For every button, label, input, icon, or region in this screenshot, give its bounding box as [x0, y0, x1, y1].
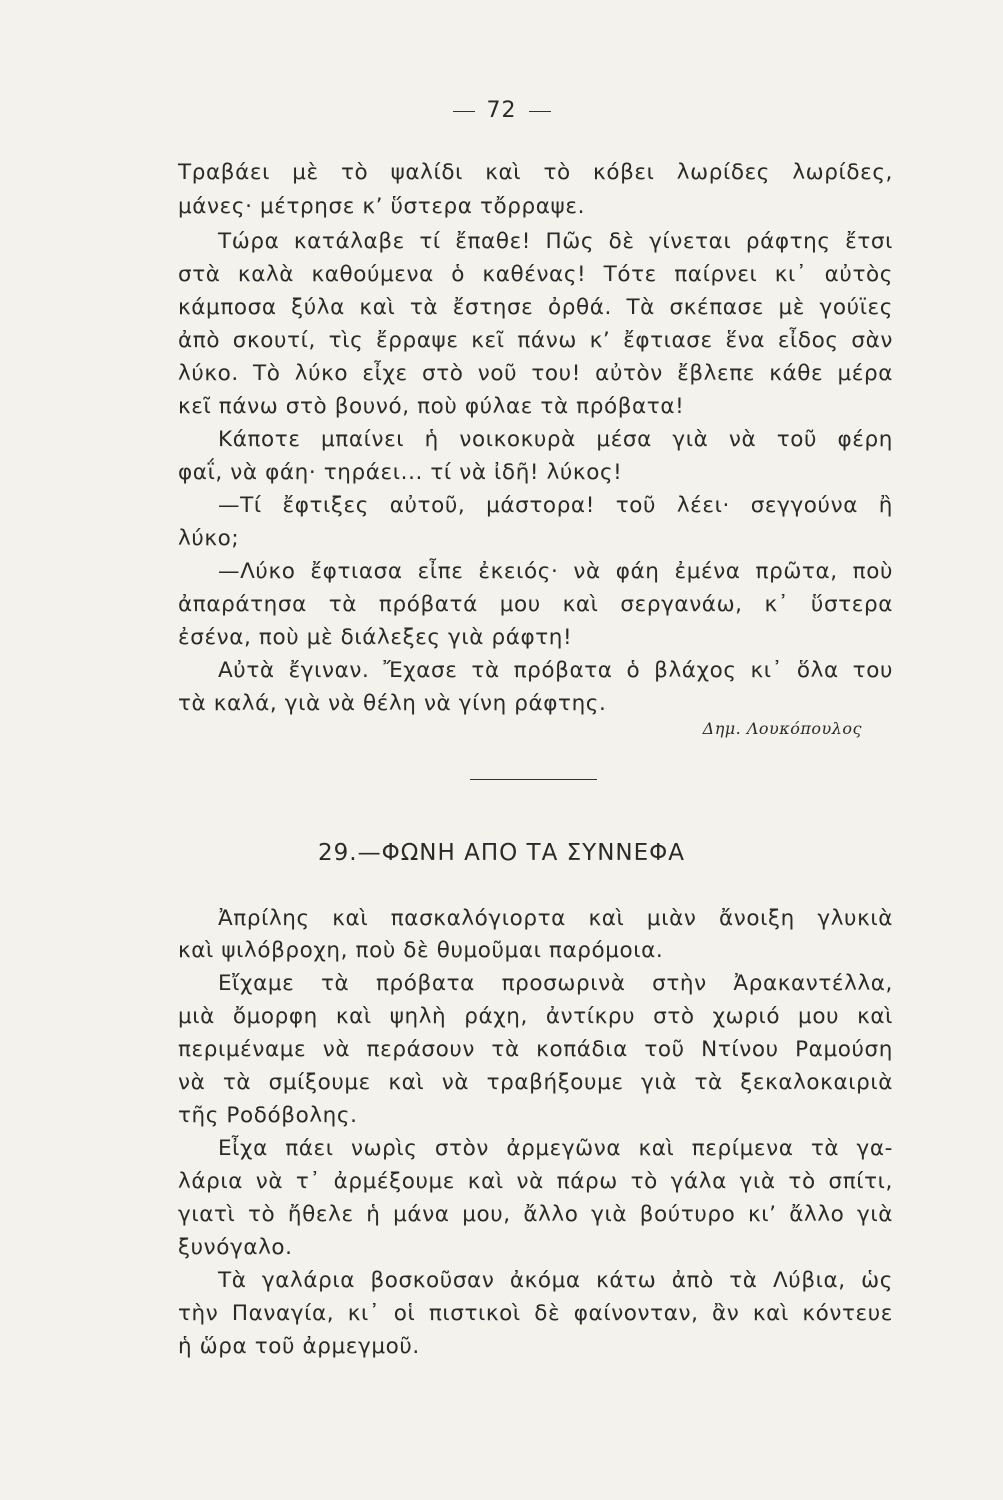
text-line: Τραβάει μὲ τὸ ψαλίδι καὶ τὸ κόβει λωρίδες λωρίδες, — [178, 160, 893, 185]
text-line: μιὰ ὄμορφη καὶ ψηλὴ ράχη, ἀντίκρυ στὸ χωριό μου καὶ — [178, 1004, 893, 1029]
text-line: Εἶχα πάει νωρὶς στὸν ἀρμεγῶνα καὶ περίμενα τὰ γα- — [218, 1136, 893, 1161]
text-line: Τώρα κατάλαβε τί ἔπαθε! Πῶς δὲ γίνεται ράφτης ἔτσι — [218, 229, 893, 254]
text-line: Αὐτὰ ἔγιναν. Ἔχασε τὰ πρόβατα ὁ βλάχος κι᾿ ὅλα του — [218, 658, 893, 683]
text-line: Κάποτε μπαίνει ἡ νοικοκυρὰ μέσα γιὰ νὰ τοῦ φέρη — [218, 427, 893, 452]
text-line: ἀπαράτησα τὰ πρόβατά μου καὶ σεργανάω, κ᾿ ὕστερα — [178, 592, 893, 617]
text-line: κάμποσα ξύλα καὶ τὰ ἔστησε ὀρθά. Τὰ σκέπασε μὲ γούϊες — [178, 295, 893, 320]
page-number-dash-left — [453, 111, 475, 112]
text-line: γιατὶ τὸ ἤθελε ἡ μάνα μου, ἄλλο γιὰ βούτυρο κι’ ἄλλο γιὰ — [178, 1202, 893, 1227]
text-line: νὰ τὰ σμίξουμε καὶ νὰ τραβήξουμε γιὰ τὰ ξεκαλοκαιριὰ — [178, 1070, 893, 1095]
page-number — [0, 98, 1003, 123]
text-line: ξυνόγαλο. — [178, 1235, 293, 1260]
text-line: μάνες· μέτρησε κ’ ὕστερα τὄρραψε. — [178, 194, 585, 219]
text-line: τὰ καλά, γιὰ νὰ θέλη νὰ γίνη ράφτης. — [178, 691, 607, 716]
text-line: —Τί ἔφτιξες αὐτοῦ, μάστορα! τοῦ λέει· σεγγούνα ἢ — [218, 493, 893, 518]
text-line: Τὰ γαλάρια βοσκοῦσαν ἀκόμα κάτω ἀπὸ τὰ Λύβια, ὡς — [218, 1268, 893, 1293]
text-line: τὴν Παναγία, κι᾿ οἱ πιστικοὶ δὲ φαίνονταν, ἂν καὶ κόντευε — [178, 1301, 893, 1326]
text-line: λάρια νὰ τ᾿ ἀρμέξουμε καὶ νὰ πάρω τὸ γάλα γιὰ τὸ σπίτι, — [178, 1169, 893, 1194]
author-signature: Δημ. Λουκόπουλος — [702, 719, 862, 738]
text-line: ἀπὸ σκουτί, τὶς ἔρραψε κεῖ πάνω κ’ ἔφτιασε ἕνα εἶδος σὰν — [178, 328, 893, 353]
page-number-dash-right — [529, 111, 551, 112]
text-line: Εἴχαμε τὰ πρόβατα προσωρινὰ στὴν Ἀρακαντέλλα, — [218, 971, 893, 996]
text-line: φαΐ, νὰ φάη· τηράει... τί νὰ ἰδῆ! λύκος! — [178, 460, 623, 485]
text-line: ἡ ὥρα τοῦ ἀρμεγμοῦ. — [178, 1334, 420, 1359]
text-line: περιμέναμε νὰ περάσουν τὰ κοπάδια τοῦ Ντίνου Ραμούση — [178, 1037, 893, 1062]
text-line: τῆς Ροδόβολης. — [178, 1103, 358, 1128]
section-divider — [470, 779, 597, 780]
section-title: 29.—ΦΩΝΗ ΑΠΟ ΤΑ ΣΥΝΝΕΦΑ — [318, 840, 685, 866]
text-line: λύκο; — [178, 526, 240, 551]
text-line: ἐσένα, ποὺ μὲ διάλεξες γιὰ ράφτη! — [178, 625, 573, 650]
text-line: καὶ ψιλόβροχη, ποὺ δὲ θυμοῦμαι παρόμοια. — [178, 938, 664, 963]
text-line: Ἀπρίλης καὶ πασκαλόγιορτα καὶ μιὰν ἄνοιξη γλυκιὰ — [218, 906, 893, 931]
text-line: στὰ καλὰ καθούμενα ὁ καθένας! Τότε παίρνει κι᾿ αὐτὸς — [178, 262, 893, 287]
page-number-value: 72 — [486, 98, 517, 123]
text-line: —Λύκο ἔφτιασα εἶπε ἐκειός· νὰ φάη ἐμένα πρῶτα, ποὺ — [218, 559, 893, 584]
text-line: λύκο. Τὸ λύκο εἶχε στὸ νοῦ του! αὐτὸν ἔβλεπε κάθε μέρα — [178, 361, 893, 386]
text-line: κεῖ πάνω στὸ βουνό, ποὺ φύλαε τὰ πρόβατα! — [178, 394, 685, 419]
